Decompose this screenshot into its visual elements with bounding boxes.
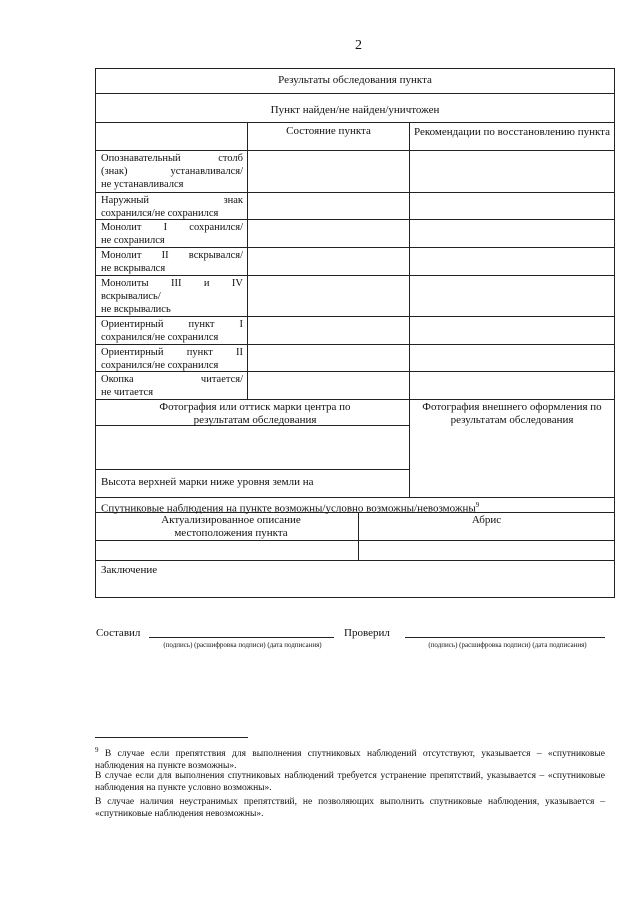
footnote-paragraph: $^9$ В случае если препятствия для выполнения спутниковых наблюдений отсутствуют, указывается – «спутниковые наблюдения на пункте возможны». [95, 746, 606, 772]
table-title: Результаты обследования пункта [278, 74, 432, 86]
row-divider [96, 399, 614, 400]
footnote-paragraph: В случае наличия неустранимых препятствий, не позволяющих выполнить спутниковые наблюдения, указывается – «спутниковые наблюдения невозможны». [95, 797, 605, 819]
abris-header: Абрис [471, 514, 502, 526]
row-divider [96, 560, 614, 561]
row-divider [96, 275, 614, 276]
point-status: Пункт найден/не найден/уничтожен [270, 104, 440, 116]
actual-description-header: Актуализированное описание местоположения пункта [161, 514, 301, 539]
checked-label: Проверил [344, 627, 390, 639]
col-header-recommendations: Рекомендации по восстановлению пункта [413, 126, 610, 138]
photo-center-header: Фотография или оттиск марки центра по результатам обследования [159, 401, 351, 426]
row-label-monolith-1: Монолит I сохранился/ не сохранился [101, 222, 243, 246]
page-number: 2 [355, 38, 362, 53]
footnote-paragraph: В случае если для выполнения спутниковых наблюдений требуется устранение препятствий, указывается – «спутниковые наблюдения на пункте условно возможны». [95, 771, 605, 793]
row-divider [96, 344, 614, 345]
row-divider [96, 469, 409, 470]
row-label-trench: Окопка читается/ не читается [101, 374, 243, 398]
col-divider [247, 122, 248, 399]
conclusion-label: Заключение [101, 564, 158, 576]
mark-height-label: Высота верхней марки ниже уровня земли на [101, 476, 314, 488]
row-divider [96, 192, 614, 193]
row-label-identification-post: Опознавательный столб (знак) устанавливался/ не устанавливался [101, 153, 243, 190]
row-label-reference-point-1: Ориентирный пункт I сохранился/не сохранился [101, 319, 243, 343]
row-label-monolith-2: Монолит II вскрывался/ не вскрывался [101, 250, 243, 274]
row-divider [96, 497, 614, 498]
checked-signature-line [405, 637, 605, 638]
row-divider [96, 540, 614, 541]
row-label-monoliths-3-4: Монолиты III и IV вскрывались/ не вскрывались [101, 278, 243, 315]
row-divider [96, 122, 614, 123]
row-label-outer-sign: Наружный знак сохранился/не сохранился [101, 195, 243, 219]
composed-label: Составил [96, 627, 141, 639]
row-divider [96, 316, 614, 317]
composed-signature-line [149, 637, 334, 638]
col-header-state: Состояние пункта [286, 125, 371, 137]
row-divider [96, 150, 614, 151]
satellite-observations: Спутниковые наблюдения на пункте возможны/условно возможны/невозможны$^9$ [101, 501, 480, 515]
row-divider [96, 93, 614, 94]
checked-caption: (подпись) (расшифровка подписи) (дата подписания) [428, 641, 587, 649]
composed-caption: (подпись) (расшифровка подписи) (дата подписания) [163, 641, 322, 649]
col-divider [409, 122, 410, 497]
photo-external-header: Фотография внешнего оформления по результатам обследования [422, 401, 602, 426]
footnote-separator [95, 737, 248, 738]
row-label-reference-point-2: Ориентирный пункт II сохранился/не сохранился [101, 347, 243, 371]
survey-results-table [95, 68, 615, 598]
row-divider [96, 247, 614, 248]
